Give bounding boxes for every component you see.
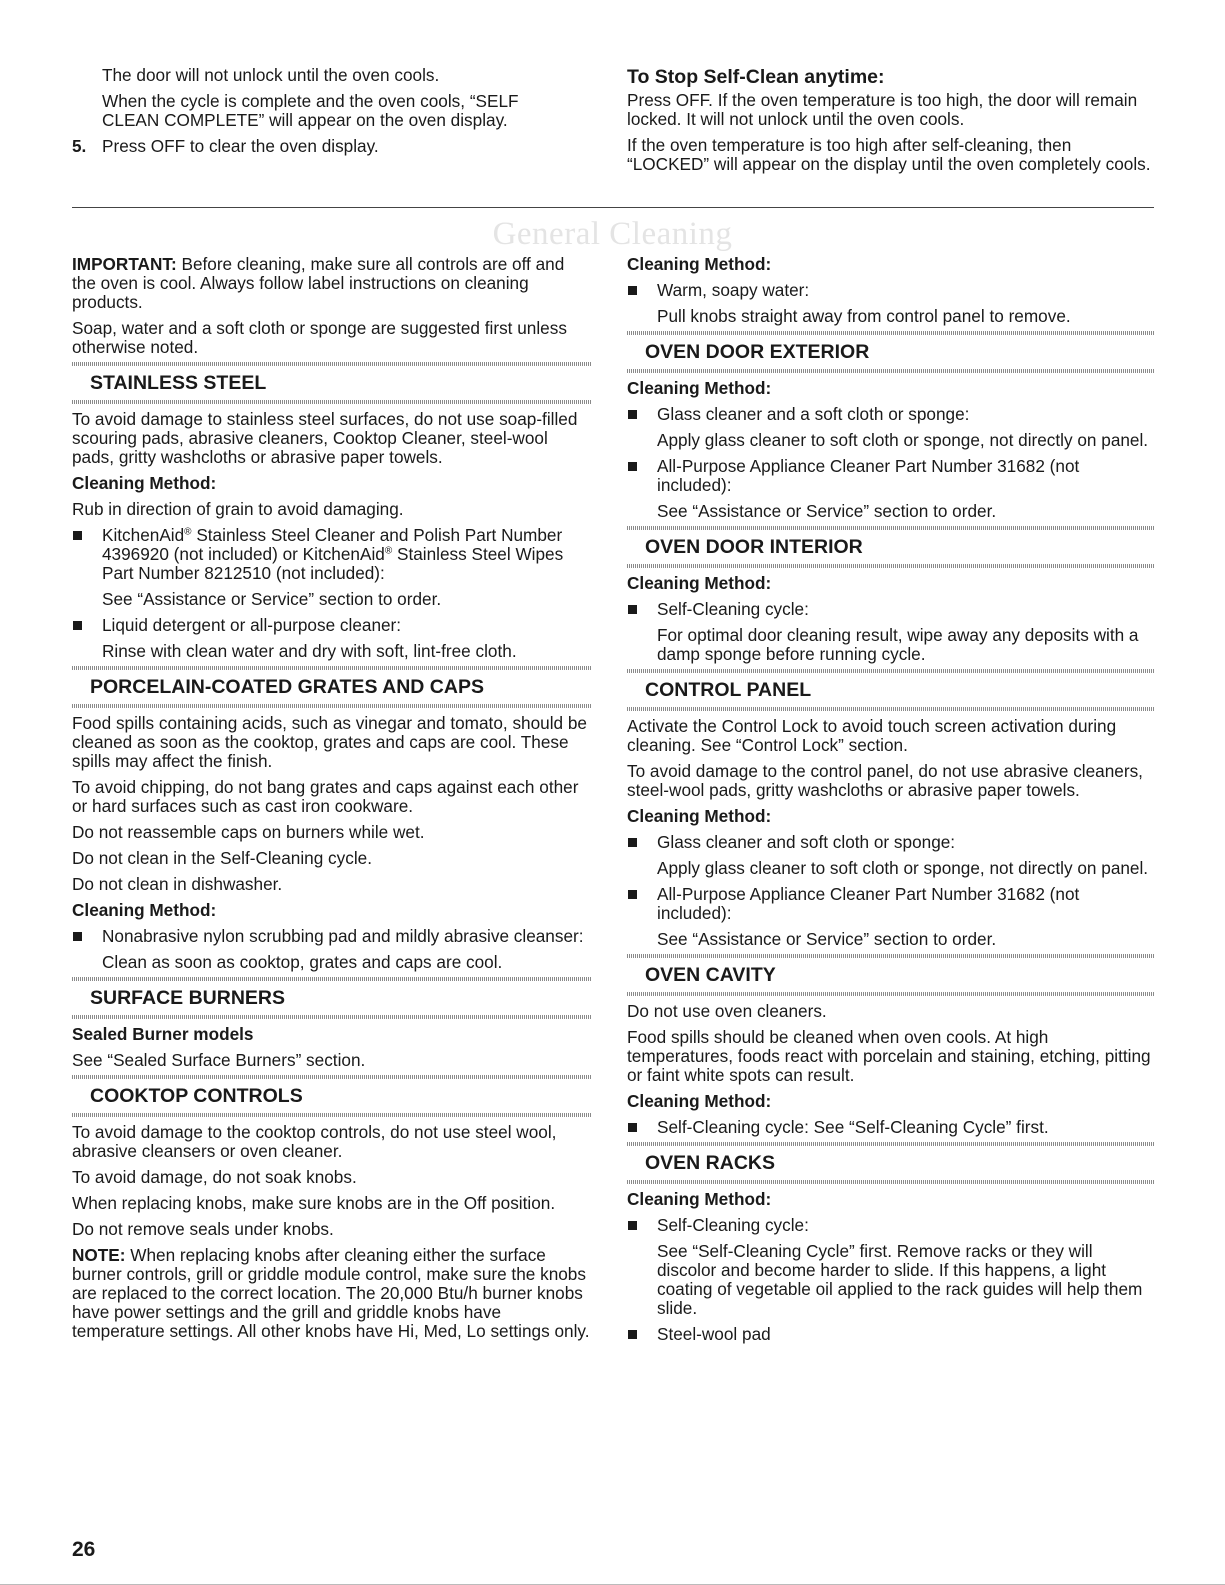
sealed-burner-text: See “Sealed Surface Burners” section. — [72, 1050, 366, 1070]
cooktop-p1: To avoid damage to the cooktop controls, do not use steel wool, abrasive cleansers or oven cleaner. — [72, 1122, 557, 1161]
page-title: General Cleaning — [492, 216, 733, 252]
stainless-intro: To avoid damage to stainless steel surfaces, do not use soap-filled scouring pads, abrasive cleaners, Cooktop Cleaner, steel-wool pads, gritty washcloths or abrasive paper towels. — [72, 409, 578, 467]
oven-cavity-heading: OVEN CAVITY — [627, 960, 1154, 990]
stop-self-clean-p1: Press OFF. If the oven temperature is too high, the door will remain locked. It will not unlock until the oven cools. — [627, 90, 1138, 129]
rub-direction: Rub in direction of grain to avoid damaging. — [72, 499, 404, 519]
cleaning-method-label: Cleaning Method: — [627, 573, 772, 593]
sealed-burner-label: Sealed Burner models — [72, 1024, 254, 1044]
list-item — [627, 1325, 1154, 1344]
self-clean-notes — [72, 66, 572, 163]
bullet-text: Stainless Steel Wipes Part Number 8212510 (not included): — [102, 544, 564, 583]
important-paragraph — [72, 255, 592, 312]
cooktop-p4: Do not remove seals under knobs. — [72, 1219, 334, 1239]
list-item — [627, 1118, 1154, 1137]
important-label: IMPORTANT: — [72, 254, 177, 274]
stop-self-clean-p2: If the oven temperature is too high after self-cleaning, then “LOCKED” will appear on the display until the oven completely cools. — [627, 135, 1151, 174]
stop-self-clean — [627, 66, 1154, 181]
soap-paragraph: Soap, water and a soft cloth or sponge are suggested first unless otherwise noted. — [72, 318, 567, 357]
list-item — [72, 616, 592, 635]
door-unlock-note: The door will not unlock until the oven cools. — [102, 65, 440, 85]
cleaning-method-label: Cleaning Method: — [627, 806, 772, 826]
control-panel-p1: Activate the Control Lock to avoid touch screen activation during cleaning. See “Control Lock” section. — [627, 716, 1117, 755]
bullet-icon — [628, 286, 637, 295]
bullet-subtext: See “Assistance or Service” section to order. — [102, 589, 442, 609]
cycle-complete-note: When the cycle is complete and the oven cools, “SELF CLEAN COMPLETE” will appear on the oven display. — [102, 91, 519, 130]
list-item — [627, 833, 1154, 852]
bullet-text: Glass cleaner and soft cloth or sponge: — [657, 832, 956, 852]
cleaning-method-label: Cleaning Method: — [627, 254, 772, 274]
bullet-text: All-Purpose Appliance Cleaner Part Number 31682 (not included): — [657, 456, 1080, 495]
cooktop-note — [72, 1246, 592, 1341]
top-continuation — [72, 60, 1154, 200]
porcelain-p2: To avoid chipping, do not bang grates and caps against each other or hard surfaces such as cast iron cookware. — [72, 777, 579, 816]
right-column — [627, 255, 1154, 1351]
registered-mark: ® — [384, 545, 393, 557]
list-item — [627, 885, 1154, 923]
step-5 — [72, 137, 572, 156]
page-number: 26 — [72, 1538, 96, 1561]
bullet-text: Self-Cleaning cycle: — [657, 599, 809, 619]
bullet-text: Steel-wool pad — [657, 1324, 771, 1344]
cleaning-method-label: Cleaning Method: — [627, 378, 772, 398]
porcelain-p3: Do not reassemble caps on burners while wet. — [72, 822, 425, 842]
brand-text: KitchenAid — [102, 525, 185, 545]
bullet-text: Self-Cleaning cycle: See “Self-Cleaning Cycle” first. — [657, 1117, 1049, 1137]
cooktop-controls-heading: COOKTOP CONTROLS — [72, 1081, 592, 1111]
porcelain-p4: Do not clean in the Self-Cleaning cycle. — [72, 848, 372, 868]
bullet-subtext: See “Assistance or Service” section to order. — [657, 501, 997, 521]
important-text: Before cleaning, make sure all controls are off and the oven is cool. Always follow label instructions on cleaning products. — [72, 254, 565, 312]
bullet-text: Stainless Steel Cleaner and Polish Part Number 4396920 (not included) or KitchenAid — [102, 525, 563, 564]
cleaning-method-label: Cleaning Method: — [627, 1189, 772, 1209]
bullet-subtext: See “Self-Cleaning Cycle” first. Remove racks or they will discolor and become harder to slide. If this happens, a light coating of vegetable oil applied to the rack guides will help them slide. — [657, 1241, 1143, 1318]
bullet-icon — [628, 605, 637, 614]
bullet-text: Warm, soapy water: — [657, 280, 810, 300]
porcelain-grates-heading: PORCELAIN-COATED GRATES AND CAPS — [72, 672, 592, 702]
porcelain-p5: Do not clean in dishwasher. — [72, 874, 283, 894]
note-label: NOTE: — [72, 1245, 126, 1265]
surface-burners-heading: SURFACE BURNERS — [72, 983, 592, 1013]
bullet-icon — [628, 410, 637, 419]
cleaning-method-label: Cleaning Method: — [72, 900, 217, 920]
bullet-icon — [628, 1330, 637, 1339]
bullet-text: Liquid detergent or all-purpose cleaner: — [102, 615, 402, 635]
bullet-subtext: Pull knobs straight away from control panel to remove. — [657, 306, 1071, 326]
section-divider — [72, 207, 1154, 208]
list-item — [72, 927, 592, 946]
bullet-subtext: Clean as soon as cooktop, grates and caps are cool. — [102, 952, 503, 972]
bullet-icon — [628, 838, 637, 847]
oven-door-interior-heading: OVEN DOOR INTERIOR — [627, 532, 1154, 562]
oven-door-exterior-heading: OVEN DOOR EXTERIOR — [627, 337, 1154, 367]
bullet-icon — [628, 890, 637, 899]
bullet-text: Self-Cleaning cycle: — [657, 1215, 809, 1235]
cleaning-method-label: Cleaning Method: — [72, 473, 217, 493]
stop-self-clean-heading: To Stop Self-Clean anytime: — [627, 66, 885, 88]
note-text: When replacing knobs after cleaning either the surface burner controls, grill or griddle module control, make sure the knobs are replaced to the correct location. The 20,000 Btu/h burner knobs have power settings and the grill and griddle knobs have temperature settings. All other knobs have Hi, Med, Lo settings only. — [72, 1245, 590, 1341]
cleaning-method-label: Cleaning Method: — [627, 1091, 772, 1111]
bullet-icon — [73, 621, 82, 630]
control-panel-heading: CONTROL PANEL — [627, 675, 1154, 705]
left-column — [72, 255, 592, 1348]
step-number: 5. — [72, 136, 87, 156]
list-item — [627, 1216, 1154, 1235]
bullet-subtext: Apply glass cleaner to soft cloth or sponge, not directly on panel. — [657, 430, 1149, 450]
bullet-icon — [628, 1221, 637, 1230]
bullet-text: Nonabrasive nylon scrubbing pad and mildly abrasive cleanser: — [102, 926, 584, 946]
bullet-subtext: For optimal door cleaning result, wipe away any deposits with a damp sponge before running cycle. — [657, 625, 1139, 664]
list-item — [627, 457, 1154, 495]
bullet-icon — [628, 462, 637, 471]
cooktop-p2: To avoid damage, do not soak knobs. — [72, 1167, 357, 1187]
bullet-subtext: See “Assistance or Service” section to order. — [657, 929, 997, 949]
stainless-steel-heading: STAINLESS STEEL — [72, 368, 592, 398]
bullet-text: Glass cleaner and a soft cloth or sponge: — [657, 404, 970, 424]
bullet-subtext: Apply glass cleaner to soft cloth or sponge, not directly on panel. — [657, 858, 1149, 878]
bullet-icon — [628, 1123, 637, 1132]
registered-mark: ® — [184, 526, 192, 538]
bullet-icon — [73, 932, 82, 941]
bullet-subtext: Rinse with clean water and dry with soft, lint-free cloth. — [102, 641, 517, 661]
oven-racks-heading: OVEN RACKS — [627, 1148, 1154, 1178]
bullet-icon — [73, 531, 82, 540]
bullet-text: All-Purpose Appliance Cleaner Part Number 31682 (not included): — [657, 884, 1080, 923]
list-item — [627, 405, 1154, 424]
list-item — [627, 281, 1154, 300]
list-item — [627, 600, 1154, 619]
list-item — [72, 526, 592, 583]
cooktop-p3: When replacing knobs, make sure knobs are in the Off position. — [72, 1193, 556, 1213]
porcelain-p1: Food spills containing acids, such as vinegar and tomato, should be cleaned as soon as the cooktop, grates and caps are cool. These spills may affect the finish. — [72, 713, 587, 771]
step-text: Press OFF to clear the oven display. — [102, 136, 379, 156]
oven-cavity-p1: Do not use oven cleaners. — [627, 1001, 827, 1021]
oven-cavity-p2: Food spills should be cleaned when oven cools. At high temperatures, foods react with porcelain and staining, etching, pitting or faint white spots can result. — [627, 1027, 1151, 1085]
control-panel-p2: To avoid damage to the control panel, do not use abrasive cleaners, steel-wool pads, gritty washcloths or abrasive paper towels. — [627, 761, 1143, 800]
